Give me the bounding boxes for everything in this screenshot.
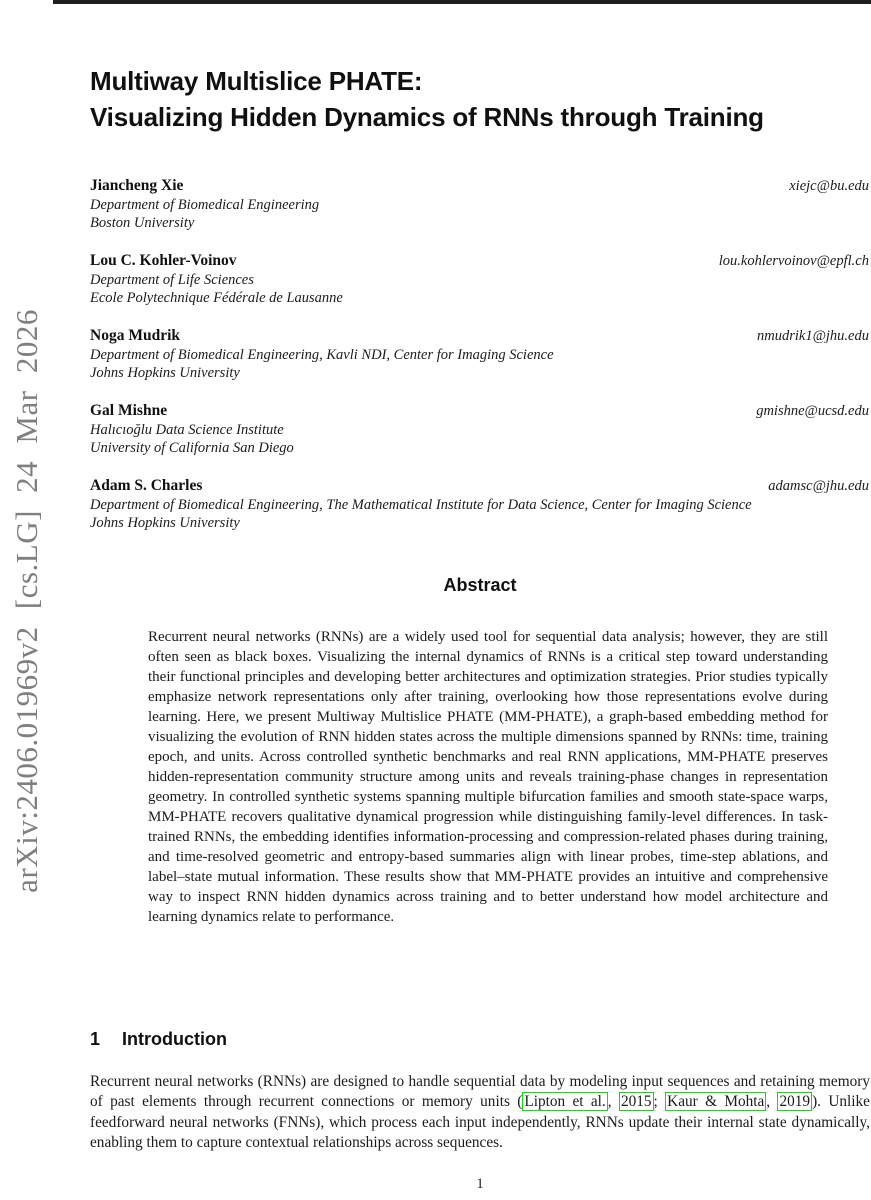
citation-link[interactable]: 2015 [620,1093,652,1111]
author-name-row [90,476,869,496]
paragraph-text: ). Unlike feedforward neural networks (FNNs), which process each input independently, RNNs update their internal state dynamically, enabling them to capture contextual relationships across sequences. [90,1093,870,1151]
paragraph-text: Recurrent neural networks (RNNs) are designed to handle sequential data by modeling input sequences and retaining memory of past elements through recurrent connections or memory units ( [90,1073,870,1111]
citation-link[interactable]: Lipton et al. [524,1093,606,1111]
paragraph-text: , [766,1093,778,1111]
author-name-row [90,176,869,196]
author-block-5 [90,476,869,532]
author-affiliation-line1: Department of Biomedical Engineering, Kavli NDI, Center for Imaging Science [90,347,554,363]
author-affiliation-line2: University of California San Diego [90,440,294,456]
author-name: Noga Mudrik [90,327,180,344]
citation-link[interactable]: Kaur & Mohta [667,1093,765,1111]
page-number: 1 [476,1176,484,1192]
section-title: Introduction [122,1029,227,1049]
author-block-2 [90,251,869,307]
section-number: 1 [90,1029,101,1049]
paper-title-line2: Visualizing Hidden Dynamics of RNNs through Training [90,102,764,132]
author-affiliation-line2: Johns Hopkins University [90,515,240,531]
title-block [90,63,869,135]
abstract-text: Recurrent neural networks (RNNs) are a widely used tool for sequential data analysis; however, they are still often seen as black boxes. Visualizing the internal dynamics of RNNs is a critical step toward understanding their functional principles and developing better architectures and optimization strategies. Prior studies typically emphasize network representations only after training, overlooking how those representations evolve during learning. Here, we present Multiway Multislice PHATE (MM-PHATE), a graph-based embedding method for visualizing the evolution of RNN hidden states across the multiple dimensions spanned by RNNs: time, training epoch, and units. Across controlled synthetic benchmarks and real RNN applications, MM-PHATE preserves hidden-representation community structure among units and reveals training-phase changes in representation geometry. In controlled synthetic systems spanning multiple bifurcation families and smooth state-space warps, MM-PHATE recovers qualitative dynamical progression while distinguishing family-level differences. In task-trained RNNs, the embedding identifies information-processing and compression-related phases during training, and time-resolved geometric and entropy-based summaries align with linear probes, time-step ablations, and label–state mutual information. These results show that MM-PHATE provides an intuitive and comprehensive way to inspect RNN hidden dynamics across training and to better understand how model architecture and learning dynamics relate to performance. [148,629,828,925]
author-affiliation-line2: Ecole Polytechnique Fédérale de Lausanne [90,290,343,306]
paragraph-text: ; [653,1093,666,1111]
author-affiliation-line1: Department of Life Sciences [90,272,254,288]
author-block-1 [90,176,869,232]
author-affiliation-line1: Department of Biomedical Engineering, The Mathematical Institute for Data Science, Center for Imaging Science [90,497,752,513]
author-name: Jiancheng Xie [90,177,184,194]
author-block-3 [90,326,869,382]
paper-title-line1: Multiway Multislice PHATE: [90,66,423,96]
author-name: Gal Mishne [90,402,168,419]
author-email: gmishne@ucsd.edu [756,403,869,419]
author-name: Adam S. Charles [90,477,203,494]
author-name-row [90,401,869,421]
author-affiliation-line2: Boston University [90,215,195,231]
author-list [90,176,869,551]
author-email: adamsc@jhu.edu [768,478,869,494]
section-heading-introduction [90,1029,869,1050]
paper-title [90,63,869,135]
abstract-heading: Abstract [443,575,517,595]
page-footer [90,1176,870,1193]
introduction-paragraph [90,1072,870,1153]
author-block-4 [90,401,869,457]
citation-link[interactable]: 2019 [779,1093,811,1111]
page-top-rule [53,0,871,4]
author-affiliation-line2: Johns Hopkins University [90,365,240,381]
author-name: Lou C. Kohler-Voinov [90,252,237,269]
author-email: lou.kohlervoinov@epfl.ch [718,253,869,269]
author-affiliation-line1: Department of Biomedical Engineering [90,197,320,213]
author-name-row [90,251,869,271]
author-name-row [90,326,869,346]
arxiv-stamp: arXiv:2406.01969v2 [cs.LG] 24 Mar 2026 [9,309,44,893]
paragraph-text: , [607,1093,619,1111]
author-affiliation-line1: Halıcıoğlu Data Science Institute [90,422,284,438]
author-email: xiejc@bu.edu [789,178,869,194]
author-email: nmudrik1@jhu.edu [756,328,869,344]
